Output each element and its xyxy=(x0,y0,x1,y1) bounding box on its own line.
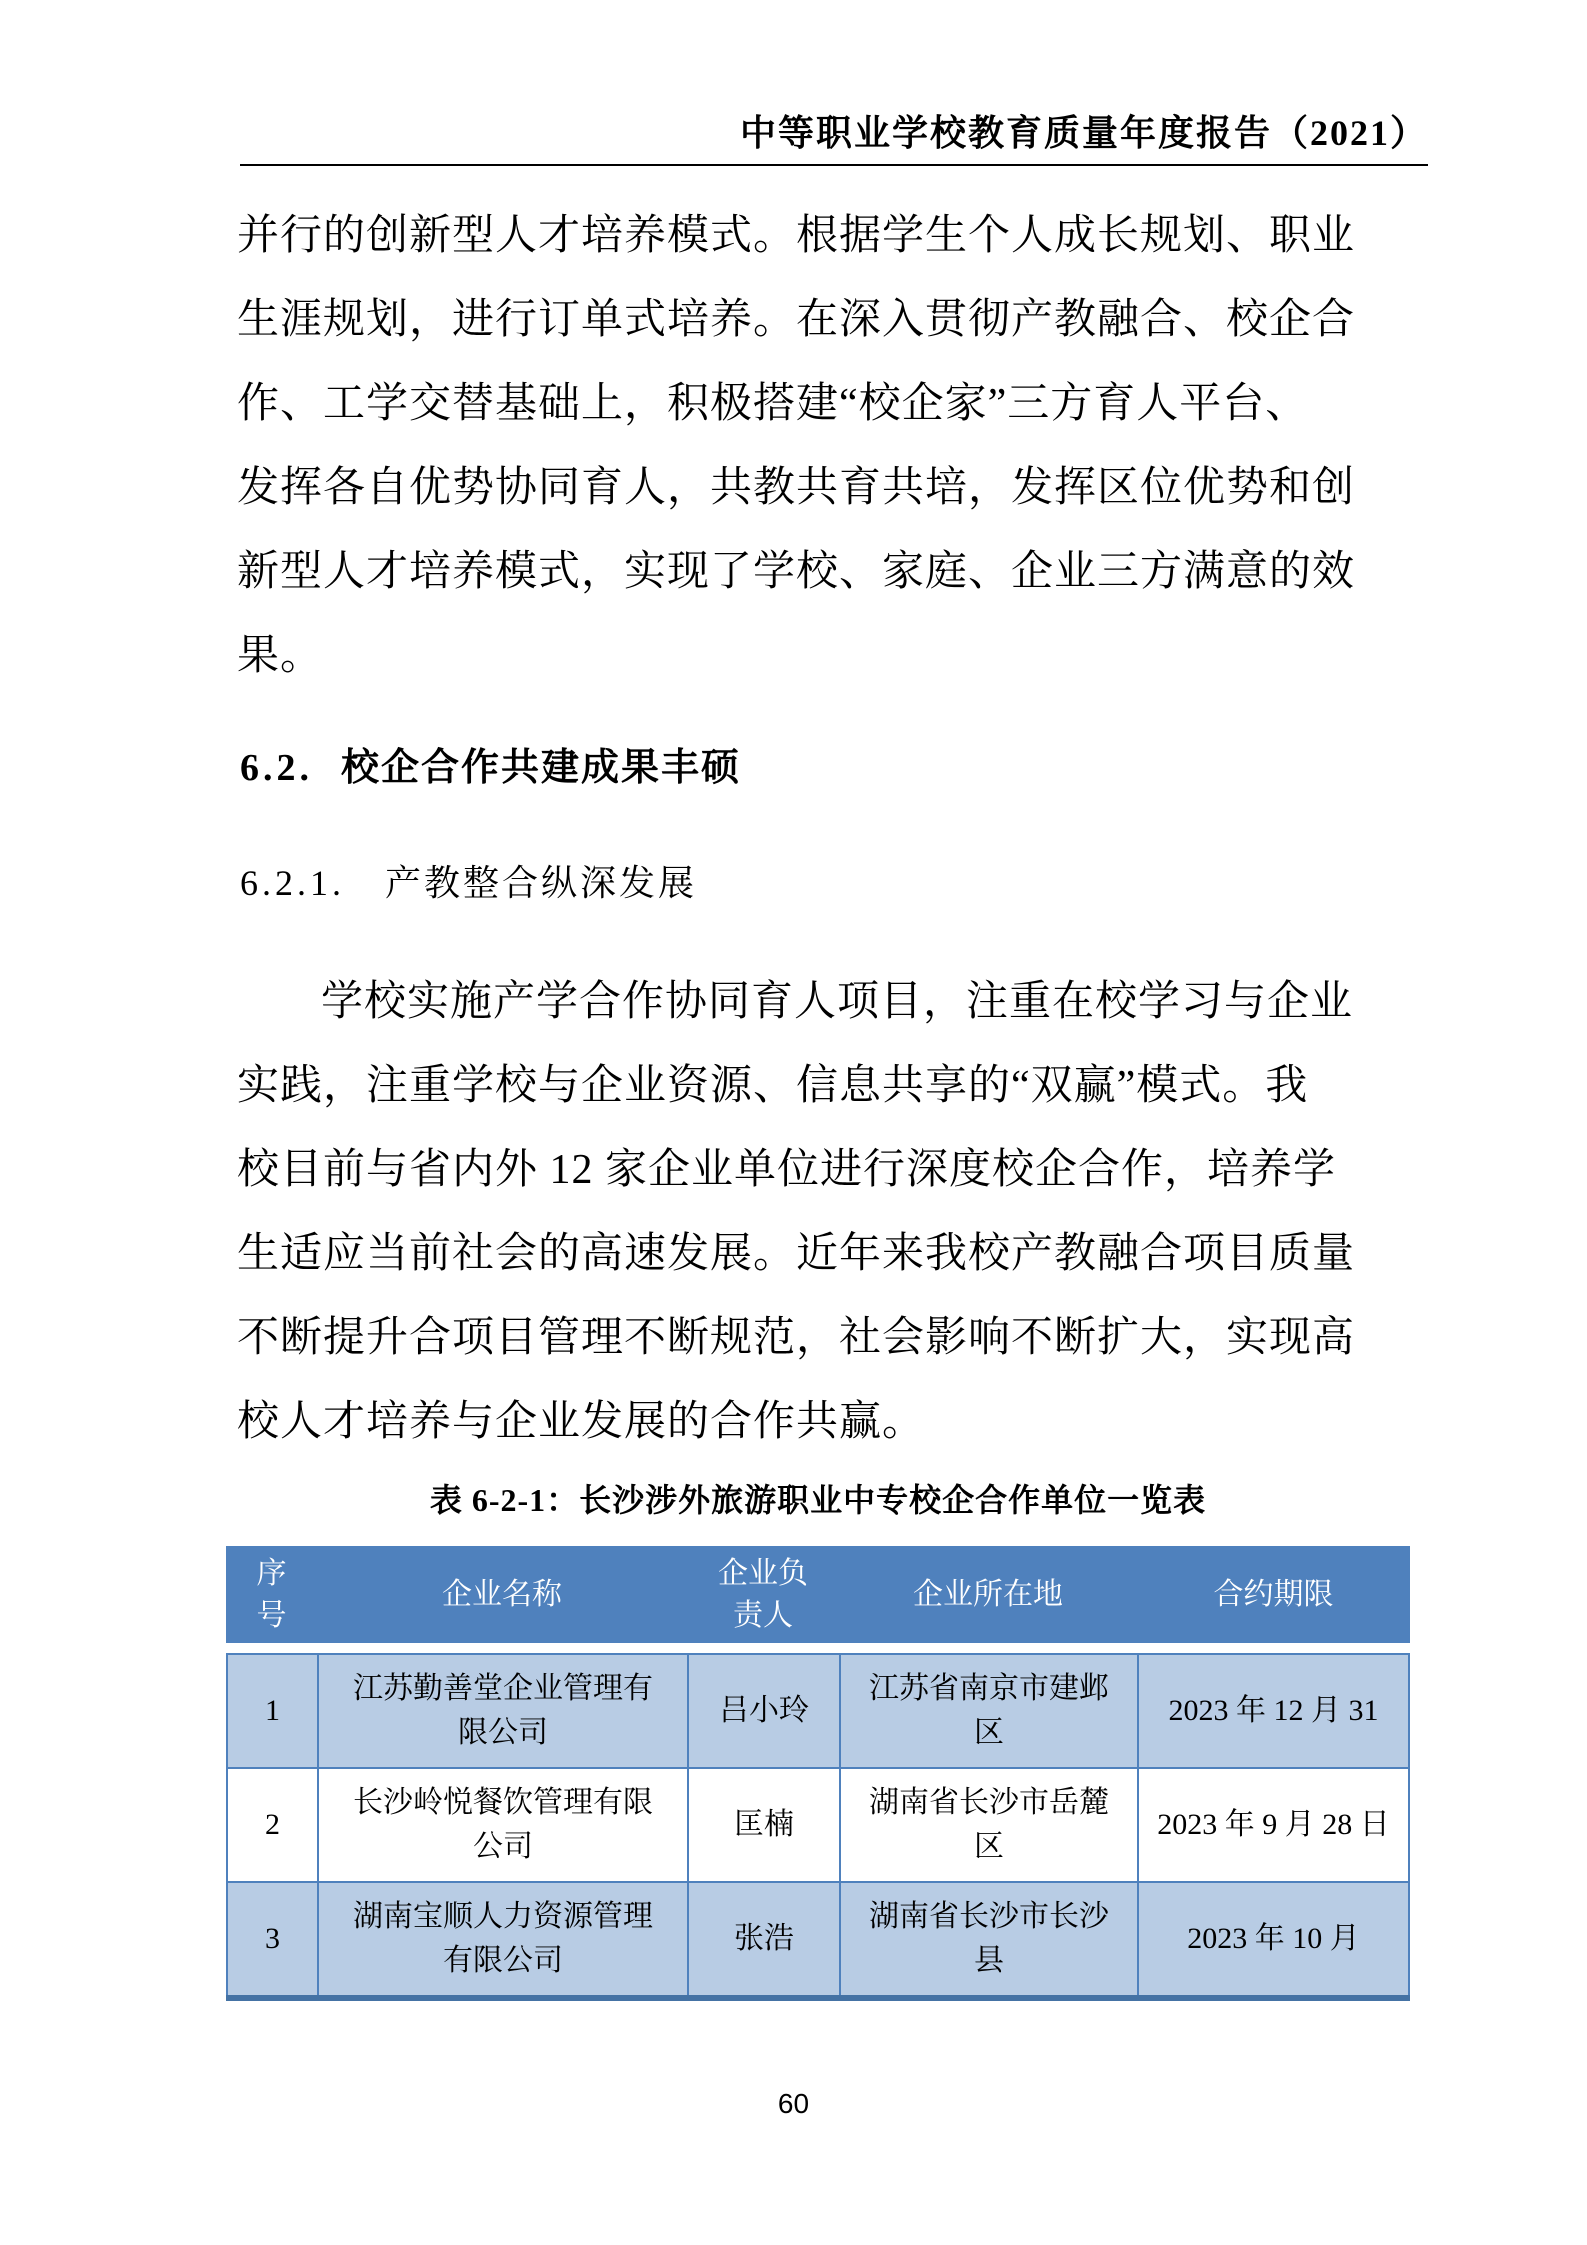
cell-company: 长沙岭悦餐饮管理有限公司 xyxy=(317,1769,687,1881)
paragraph-line: 实践，注重学校与企业资源、信息共享的“双赢”模式。我 xyxy=(237,1063,1309,1109)
paragraph-line: 校目前与省内外 12 家企业单位进行深度校企合作，培养学 xyxy=(237,1147,1337,1193)
table-row xyxy=(226,1653,1410,1767)
cell-manager: 张浩 xyxy=(687,1883,839,1995)
paragraph-line: 并行的创新型人才培养模式。根据学生个人成长规划、职业 xyxy=(237,213,1356,259)
paragraph-line: 生适应当前社会的高速发展。近年来我校产教融合项目质量 xyxy=(237,1231,1356,1277)
cell-seq: 3 xyxy=(226,1883,317,1995)
table-row xyxy=(226,1881,1410,1995)
table-caption: 表 6-2-1：长沙涉外旅游职业中专校企合作单位一览表 xyxy=(429,1482,1207,1518)
column-header-location: 企业所在地 xyxy=(913,1577,1063,1611)
cell-term: 2023 年 9 月 28 日 xyxy=(1137,1769,1410,1881)
subsection-title: 产教整合纵深发展 xyxy=(385,863,698,903)
paragraph-line: 学校实施产学合作协同育人项目，注重在校学习与企业 xyxy=(321,979,1354,1025)
cell-manager: 吕小玲 xyxy=(687,1655,839,1767)
paragraph-line: 发挥各自优势协同育人，共教共育共培，发挥区位优势和创 xyxy=(237,465,1356,511)
cell-seq: 1 xyxy=(226,1655,317,1767)
cell-company: 江苏勤善堂企业管理有限公司 xyxy=(317,1655,687,1767)
report-header-title: 中等职业学校教育质量年度报告（2021） xyxy=(240,112,1428,166)
paragraph-line: 不断提升合项目管理不断规范，社会影响不断扩大，实现高 xyxy=(237,1315,1356,1361)
page-number: 60 xyxy=(777,2088,810,2119)
cooperation-table xyxy=(226,1546,1410,2001)
subsection-heading xyxy=(240,861,1587,905)
cell-manager: 匡楠 xyxy=(687,1769,839,1881)
column-header-company: 企业名称 xyxy=(442,1577,562,1611)
table-header-row xyxy=(226,1546,1410,1643)
paragraph-line: 生涯规划，进行订单式培养。在深入贯彻产教融合、校企合 xyxy=(237,297,1356,343)
section-heading xyxy=(240,745,1587,791)
column-header-manager: 企业负责人 xyxy=(718,1556,808,1632)
section-number: 6.2. xyxy=(240,747,313,789)
cell-term: 2023 年 10 月 xyxy=(1137,1883,1410,1995)
subsection-number: 6.2.1. xyxy=(240,863,345,903)
section-title: 校企合作共建成果丰硕 xyxy=(341,747,742,789)
cell-seq: 2 xyxy=(226,1769,317,1881)
paragraph-line: 校人才培养与企业发展的合作共赢。 xyxy=(237,1399,926,1445)
table-header-gap xyxy=(226,1643,1410,1653)
cell-location: 江苏省南京市建邺区 xyxy=(839,1655,1137,1767)
column-header-seq: 序号 xyxy=(256,1556,287,1632)
cell-company: 湖南宝顺人力资源管理有限公司 xyxy=(317,1883,687,1995)
table-row xyxy=(226,1767,1410,1881)
cell-location: 湖南省长沙市长沙县 xyxy=(839,1883,1137,1995)
paragraph-1 xyxy=(237,194,1377,698)
paragraph-2 xyxy=(237,960,1377,1464)
paragraph-line: 作、工学交替基础上，积极搭建“校企家”三方育人平台、 xyxy=(237,381,1309,427)
column-header-term: 合约期限 xyxy=(1213,1577,1334,1611)
cell-term: 2023 年 12 月 31 xyxy=(1137,1655,1410,1767)
table-body xyxy=(226,1653,1410,2001)
cell-location: 湖南省长沙市岳麓区 xyxy=(839,1769,1137,1881)
paragraph-line: 果。 xyxy=(237,633,324,679)
paragraph-line: 新型人才培养模式，实现了学校、家庭、企业三方满意的效 xyxy=(237,549,1356,595)
